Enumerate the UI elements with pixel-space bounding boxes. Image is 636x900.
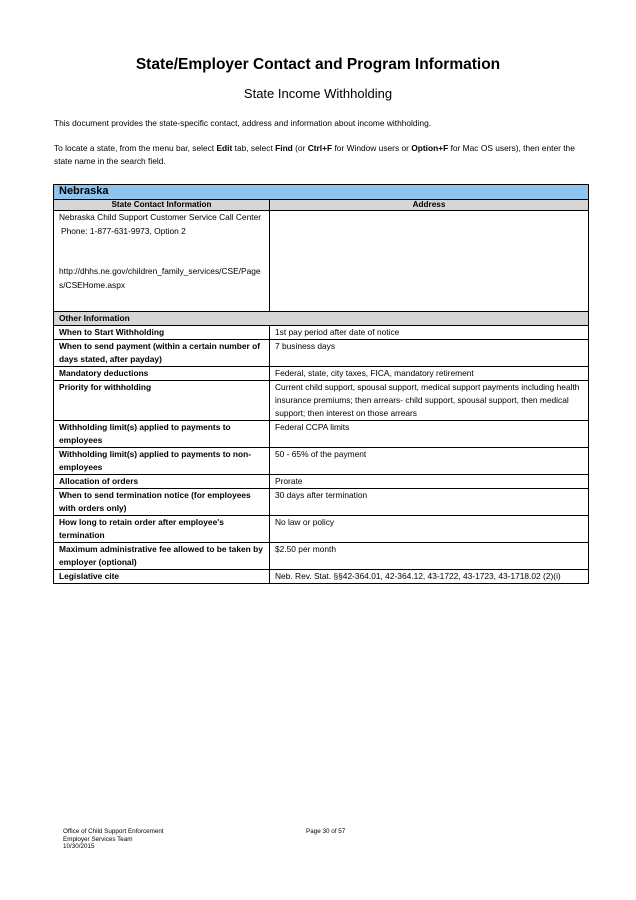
row-label: Mandatory deductions xyxy=(54,367,270,381)
row-value: 30 days after termination xyxy=(270,489,589,516)
edit-keyword: Edit xyxy=(216,143,233,153)
row-label: Maximum administrative fee allowed to be taken by employer (optional) xyxy=(54,543,270,570)
contact-url[interactable]: http://dhhs.ne.gov/children_family_services/CSE/Pages/CSEHome.aspx xyxy=(59,266,261,290)
table-row xyxy=(54,421,589,448)
row-value: Neb. Rev. Stat. §§42-364.01, 42-364.12, 43-1722, 43-1723, 43-1718.02 (2)(i) xyxy=(270,570,589,584)
instructions-paragraph: To locate a state, from the menu bar, select Edit tab, select Find (or Ctrl+F for Window users or Option+F for Mac OS users), then enter the state name in the search field. xyxy=(54,143,575,166)
contact-column-header: State Contact Information xyxy=(54,200,270,211)
row-label: Legislative cite xyxy=(54,570,270,584)
state-info-table xyxy=(53,184,589,584)
row-value: Current child support, spousal support, medical support payments including health insurance premiums; then arrears- child support, spousal support, then medical support; then interest on those arrears xyxy=(270,381,589,421)
state-name: Nebraska xyxy=(54,185,589,200)
page-title: State/Employer Contact and Program Information xyxy=(135,56,501,73)
table-row xyxy=(54,448,589,475)
contact-agency: Nebraska Child Support Customer Service Call Center xyxy=(59,212,262,222)
table-row xyxy=(54,367,589,381)
row-label: When to send payment (within a certain number of days stated, after payday) xyxy=(54,340,270,367)
table-row xyxy=(54,475,589,489)
contact-phone: Phone: 1-877-631-9973, Option 2 xyxy=(61,225,186,236)
row-label: Withholding limit(s) applied to payments to non-employees xyxy=(54,448,270,475)
row-value: 50 - 65% of the payment xyxy=(270,448,589,475)
table-row xyxy=(54,543,589,570)
footer-date: 10/30/2015 xyxy=(63,843,95,850)
row-value: $2.50 per month xyxy=(270,543,589,570)
row-label: When to send termination notice (for employees with orders only) xyxy=(54,489,270,516)
row-label: How long to retain order after employee's termination xyxy=(54,516,270,543)
row-value: 1st pay period after date of notice xyxy=(270,326,589,340)
page-subtitle: State Income Withholding xyxy=(243,86,393,101)
ctrl-f-keyword: Ctrl+F xyxy=(307,143,333,153)
find-keyword: Find xyxy=(275,143,293,153)
address-cell xyxy=(270,211,589,312)
row-value: Federal, state, city taxes, FICA, mandatory retirement xyxy=(270,367,589,381)
footer-office: Office of Child Support Enforcement xyxy=(63,828,164,835)
footer-office-block xyxy=(63,828,164,851)
row-label: Allocation of orders xyxy=(54,475,270,489)
row-value: 7 business days xyxy=(270,340,589,367)
row-value: Prorate xyxy=(270,475,589,489)
table-row xyxy=(54,570,589,584)
table-row xyxy=(54,340,589,367)
table-row xyxy=(54,381,589,421)
row-label: Withholding limit(s) applied to payments to employees xyxy=(54,421,270,448)
row-value: Federal CCPA limits xyxy=(270,421,589,448)
address-column-header: Address xyxy=(270,200,589,211)
option-f-keyword: Option+F xyxy=(411,143,449,153)
page-number: Page 30 of 57 xyxy=(306,828,346,835)
row-value: No law or policy xyxy=(270,516,589,543)
other-information-header: Other Information xyxy=(54,312,589,326)
footer-team: Employer Services Team xyxy=(63,835,133,843)
intro-paragraph: This document provides the state-specific contact, address and information about income withholding. xyxy=(54,118,432,128)
table-row xyxy=(54,489,589,516)
row-label: Priority for withholding xyxy=(54,381,270,421)
row-label: When to Start Withholding xyxy=(54,326,270,340)
table-row xyxy=(54,516,589,543)
table-row xyxy=(54,326,589,340)
contact-info-cell xyxy=(54,211,270,312)
